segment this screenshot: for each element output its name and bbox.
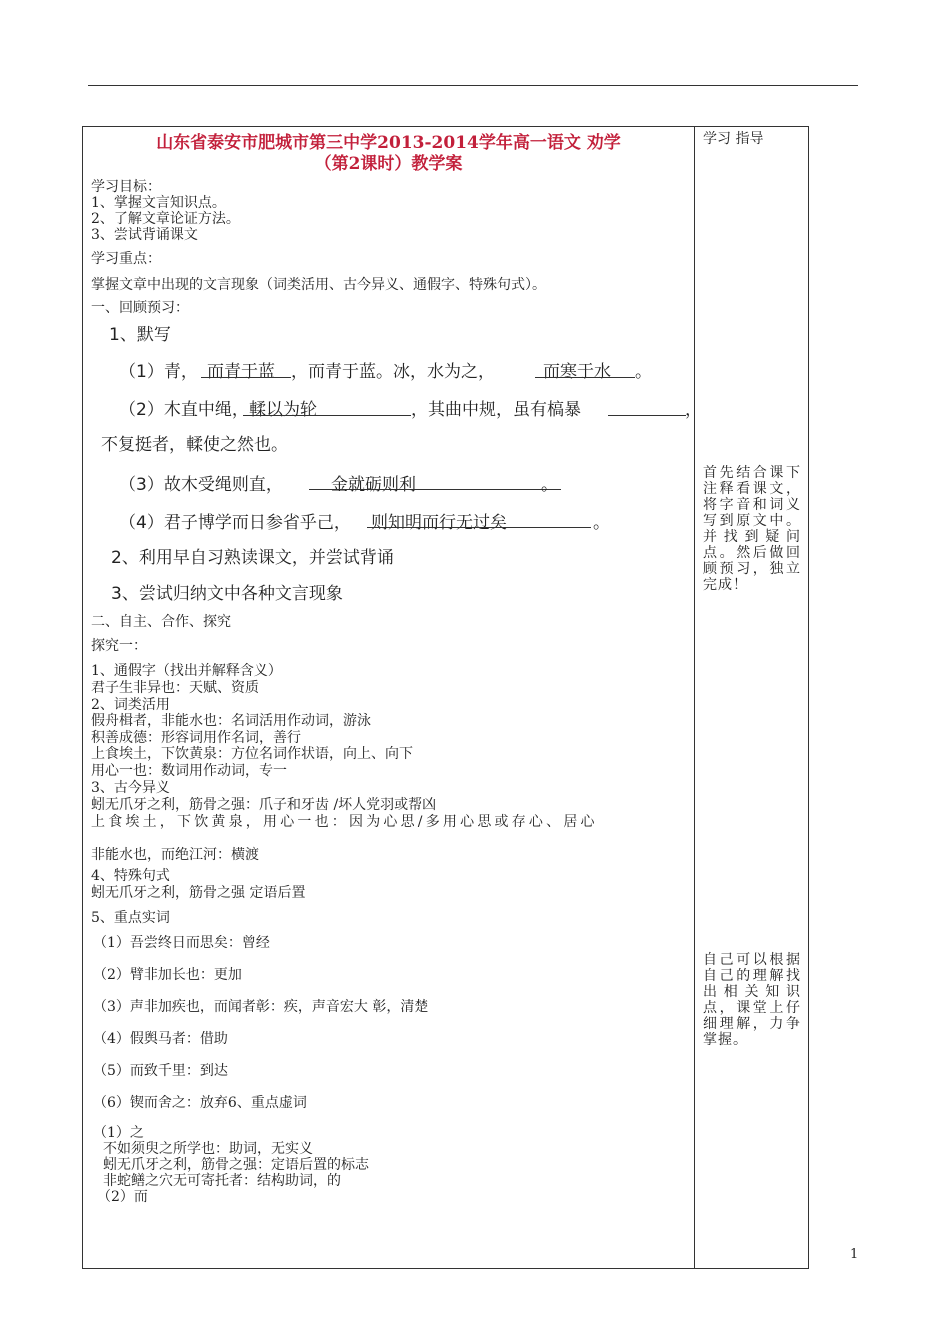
q3-prefix: （3）故木受绳则直，	[119, 475, 283, 495]
explore-line: （3）声非加疾也，而闻者彰：疾，声音宏大 彰，清楚	[93, 999, 429, 1015]
goal-item: 1、掌握文言知识点。	[91, 195, 226, 211]
explore-line: 蚓无爪牙之利，筋骨之强：定语后置的标志	[103, 1157, 369, 1173]
column-divider	[694, 127, 695, 1268]
answer-line	[309, 489, 561, 490]
explore-line: 2、词类活用	[91, 697, 170, 713]
focus-text: 掌握文章中出现的文言现象（词类活用、古今异义、通假字、特殊句式）。	[91, 277, 546, 293]
lesson-table	[82, 126, 809, 1269]
dictation-title: 1、默写	[109, 325, 171, 345]
q4-answer: 则知明而行无过矣	[371, 513, 507, 533]
q3-end: 。	[541, 475, 558, 495]
explore-line: 3、古今异义	[91, 780, 170, 796]
explore-line: 积善成德：形容词用作名词，善行	[91, 730, 301, 746]
q4-end: 。	[593, 513, 610, 533]
explore-line: 假舟楫者，非能水也：名词活用作动词，游泳	[91, 713, 371, 729]
explore-line: （2）而	[97, 1189, 148, 1205]
page-number: 1	[850, 1247, 859, 1262]
focus-heading: 学习重点：	[91, 251, 161, 267]
review-heading: 一、回顾预习：	[91, 300, 189, 316]
explore-line: 非蛇鳝之穴无可寄托者：结构助词，的	[103, 1173, 341, 1189]
explore-line: 4、特殊句式	[91, 868, 170, 884]
explore-line: 君子生非异也：天赋、资质	[91, 680, 259, 696]
explore-heading: 二、自主、合作、探究	[91, 614, 231, 630]
q1-end: 。	[635, 362, 652, 382]
explore-line: 1、通假字（找出并解释含义）	[91, 663, 282, 679]
q1-answer2: 而寒于水	[543, 362, 611, 382]
review-item2: 2、利用早自习熟读课文，并尝试背诵	[111, 548, 394, 568]
q1-middle: ，而青于蓝。冰，水为之，	[291, 362, 495, 382]
explore-line: 5、重点实词	[91, 910, 170, 926]
guidance-header: 学习 指导	[703, 131, 764, 147]
answer-line	[243, 415, 411, 416]
explore-line: 不如须臾之所学也：助词，无实义	[103, 1141, 313, 1157]
q2-middle: ，其曲中规，虽有槁暴	[411, 400, 581, 420]
guidance-note-1: 首先结合课下注释看课文，将字音和词义写到原文中。并找到疑问点。然后做回顾预习，独立完成！	[703, 465, 801, 593]
explore-line: 蚓无爪牙之利，筋骨之强：爪子和牙齿 /坏人党羽或帮凶	[91, 797, 437, 813]
explore-line: 用心一也：数词用作动词，专一	[91, 763, 287, 779]
explore-line: （4）假舆马者：借助	[93, 1031, 228, 1047]
explore-line: （5）而致千里：到达	[93, 1063, 228, 1079]
answer-line	[201, 377, 291, 378]
explore-line: 非能水也，而绝江河：横渡	[91, 847, 259, 863]
explore-line: 上食埃土，下饮黄泉：方位名词作状语，向上、向下	[91, 746, 413, 762]
q4-prefix: （4）君子博学而日参省乎己，	[119, 513, 351, 533]
explore-line: （1）之	[93, 1125, 144, 1141]
review-item3: 3、尝试归纳文中各种文言现象	[111, 584, 343, 604]
explore-sub: 探究一：	[91, 638, 147, 654]
doc-title-line1: 山东省泰安市肥城市第三中学2013-2014学年高一语文 劝学	[156, 133, 621, 153]
explore-line: （2）臂非加长也：更加	[93, 967, 242, 983]
explore-line: （6）锲而舍之：放弃6、重点虚词	[93, 1095, 307, 1111]
answer-line	[608, 415, 686, 416]
q2-continuation: 不复挺者，輮使之然也。	[101, 435, 288, 455]
q1-prefix: （1）青，	[119, 362, 198, 382]
answer-line	[535, 377, 635, 378]
doc-title-line2: （第2课时）教学案	[314, 154, 463, 174]
goals-heading: 学习目标：	[91, 179, 161, 195]
q2-answer1: 輮以为轮	[249, 400, 317, 420]
header-rule	[88, 85, 858, 86]
q3-answer: 金就砺则利	[331, 475, 416, 495]
explore-line: 蚓无爪牙之利，筋骨之强 定语后置	[91, 885, 306, 901]
guidance-note-2: 自己可以根据自己的理解找出相关知识点，课堂上仔细理解，力争掌握。	[703, 952, 801, 1048]
explore-line: （1）吾尝终日而思矣：曾经	[93, 935, 270, 951]
q2-end: ，	[685, 400, 702, 420]
q1-answer1: 而青于蓝	[207, 362, 275, 382]
goal-item: 2、了解文章论证方法。	[91, 211, 240, 227]
answer-line	[367, 527, 591, 528]
goal-item: 3、尝试背诵课文	[91, 227, 198, 243]
explore-wide-line: 上食埃土，下饮黄泉，用心一也：因为心思/多用心思或存心、居心	[91, 814, 598, 830]
q2-prefix: （2）木直中绳，	[119, 400, 249, 420]
